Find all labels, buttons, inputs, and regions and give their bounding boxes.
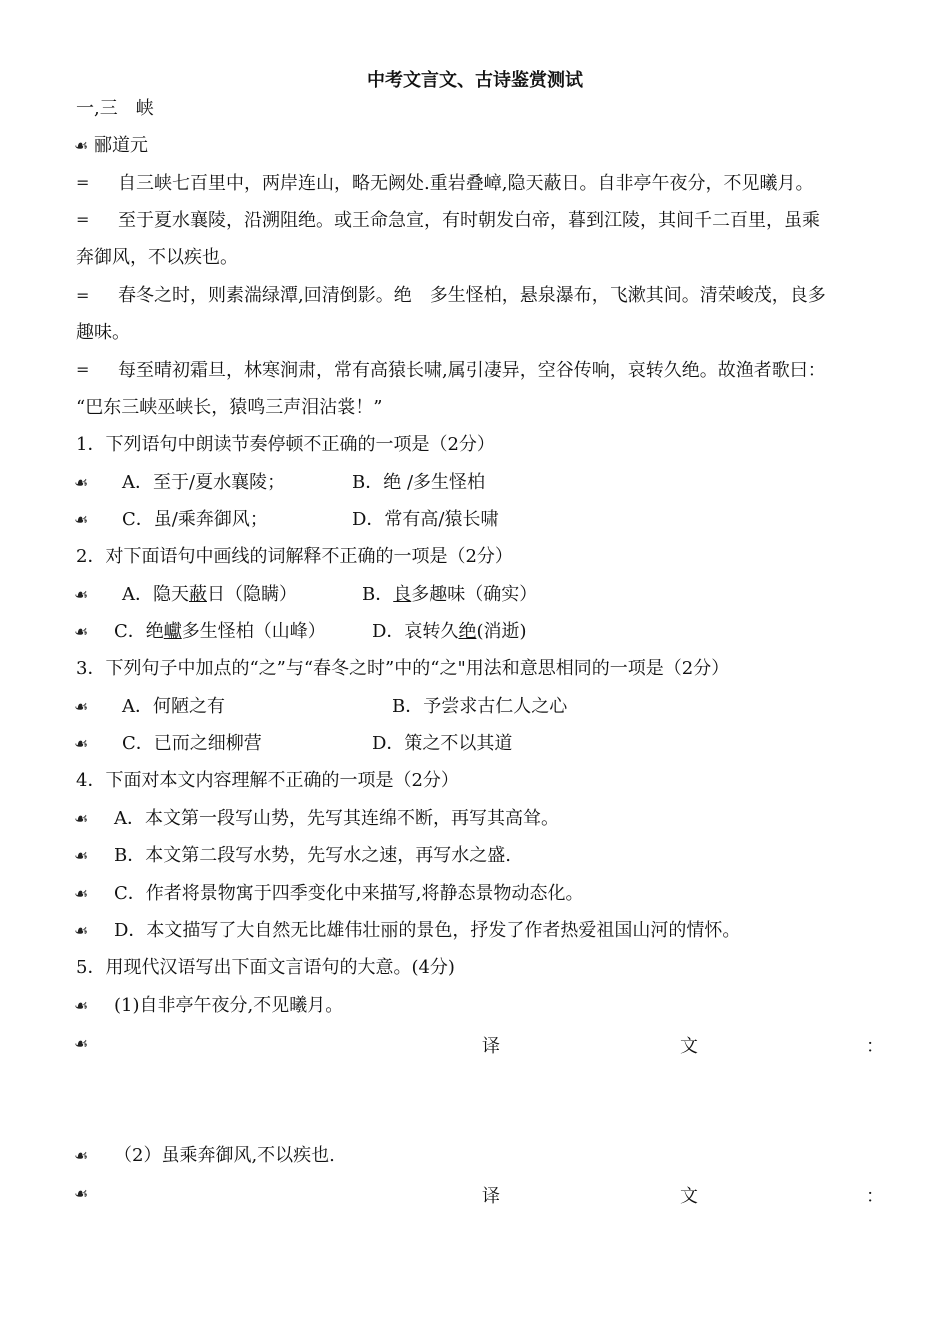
q3-option-d: D．策之不以其道	[372, 733, 513, 754]
bullet-icon: ☙	[74, 734, 89, 753]
q4-option-b: B．本文第二段写水势，先写水之速，再写水之盛.	[114, 845, 511, 866]
q4-option-d: D．本文描写了大自然无比雄伟壮丽的景色，抒发了作者热爱祖国山河的情怀。	[114, 920, 741, 941]
paragraph-marker-icon: =	[76, 173, 90, 192]
q2-option-c-prefix: C．绝	[114, 621, 164, 642]
q4-option-c: C．作者将景物寓于四季变化中来描写,将静态景物动态化。	[114, 883, 584, 904]
q2-option-d-suffix: (消逝)	[476, 621, 527, 642]
q2-option-b-underlined: 良	[393, 584, 412, 605]
q2-option-a-suffix: 日（隐瞒）	[207, 584, 297, 605]
question-5-stem: 5．用现代汉语写出下面文言语句的大意。(4分)	[76, 957, 455, 978]
q2-option-a-underlined: 蔽	[189, 584, 207, 605]
translation-label-wen: 文	[680, 1186, 698, 1207]
q2-option-a-prefix: A．隐天	[122, 584, 189, 605]
q2-option-d-underlined: 绝	[458, 621, 477, 642]
bullet-icon: ☙	[74, 846, 89, 865]
bullet-icon: ☙	[74, 884, 89, 903]
q2-option-c-underlined: 巘	[163, 621, 182, 642]
q2-option-a	[122, 583, 297, 607]
q1-option-c: C．虽/乘奔御风；	[122, 509, 268, 530]
translation-label-colon: ：	[866, 1036, 884, 1057]
q2-option-d-prefix: D．哀转久	[372, 621, 459, 642]
bullet-icon: ☙	[74, 622, 89, 641]
paragraph-4-line-1: 每至晴初霜旦，林寒涧肃，常有高猿长啸,属引凄异，空谷传响，哀转久绝。故渔者歌曰：	[118, 360, 826, 381]
bullet-icon: ☙	[74, 1146, 89, 1165]
q2-option-d	[372, 620, 526, 644]
bullet-icon: ☙	[74, 921, 89, 940]
translation-label-wen: 文	[680, 1036, 698, 1057]
q3-option-a: A．何陋之有	[122, 696, 225, 717]
paragraph-marker-icon: =	[76, 210, 90, 229]
translation-label-yi: 译	[482, 1036, 500, 1057]
q3-option-b: B．予尝求古仁人之心	[392, 696, 568, 717]
question-4-stem: 4．下面对本文内容理解不正确的一项是（2分）	[76, 770, 459, 791]
bullet-icon: ☙	[74, 697, 89, 716]
bullet-icon: ☙	[74, 996, 89, 1015]
q1-option-d: D．常有高/猿长啸	[352, 509, 499, 530]
q5-answer-2-line[interactable]	[0, 1182, 950, 1206]
bullet-icon: ☙	[74, 473, 89, 492]
paragraph-1-line-1: 自三峡七百里中，两岸连山，略无阙处.重岩叠嶂,隐天蔽日。自非亭午夜分，不见曦月。	[118, 173, 814, 194]
paragraph-2-line-1: 至于夏水襄陵，沿溯阻绝。或王命急宣，有时朝发白帝，暮到江陵，其间千二百里，虽乘	[118, 210, 820, 231]
translation-label-yi: 译	[482, 1186, 500, 1207]
bullet-icon: ☙	[74, 1184, 89, 1203]
bullet-icon: ☙	[74, 510, 89, 529]
q1-option-b: B．绝 /多生怪柏	[352, 472, 486, 493]
author-name: 郦道元	[94, 135, 148, 156]
q5-sentence-1: (1)自非亭午夜分,不见曦月。	[114, 995, 344, 1016]
q2-option-c	[114, 620, 326, 644]
question-2-stem: 2．对下面语句中画线的词解释不正确的一项是（2分）	[76, 546, 513, 567]
document-title: 中考文言文、古诗鉴赏测试	[367, 70, 583, 91]
q5-sentence-2: （2）虽乘奔御风,不以疾也.	[114, 1145, 335, 1166]
q5-answer-1-line[interactable]	[0, 1032, 950, 1056]
q2-option-c-suffix: 多生怪柏（山峰）	[181, 621, 326, 642]
q2-option-b-suffix: 多趣味（确实）	[411, 584, 538, 605]
bullet-icon: ☙	[74, 809, 89, 828]
paragraph-4-line-2: “巴东三峡巫峡长，猿鸣三声泪沾裳！”	[76, 397, 383, 418]
q2-option-b-prefix: B．	[362, 584, 394, 605]
paragraph-marker-icon: =	[76, 286, 90, 305]
question-3-stem: 3．下列句子中加点的“之”与“春冬之时”中的“之"用法和意思相同的一项是（2分）	[76, 658, 730, 679]
bullet-icon: ☙	[74, 585, 89, 604]
q3-option-c: C．已而之细柳营	[122, 733, 262, 754]
q1-option-a: A．至于/夏水襄陵；	[122, 472, 286, 493]
question-1-stem: 1．下列语句中朗读节奏停顿不正确的一项是（2分）	[76, 434, 495, 455]
section-heading: 一,三 峡	[76, 98, 154, 119]
paragraph-3-line-1: 春冬之时，则素湍绿潭,回清倒影。绝 多生怪柏，悬泉瀑布，飞漱其间。清荣峻茂，良多	[118, 285, 826, 306]
q2-option-b	[362, 583, 537, 607]
bullet-icon: ☙	[74, 1034, 89, 1053]
paragraph-marker-icon: =	[76, 360, 90, 379]
q4-option-a: A．本文第一段写山势，先写其连绵不断，再写其高耸。	[114, 808, 559, 829]
paragraph-2-line-2: 奔御风，不以疾也。	[76, 247, 238, 268]
paragraph-3-line-2: 趣味。	[76, 322, 130, 343]
bullet-icon: ☙	[74, 136, 89, 155]
translation-label-colon: ：	[866, 1186, 884, 1207]
